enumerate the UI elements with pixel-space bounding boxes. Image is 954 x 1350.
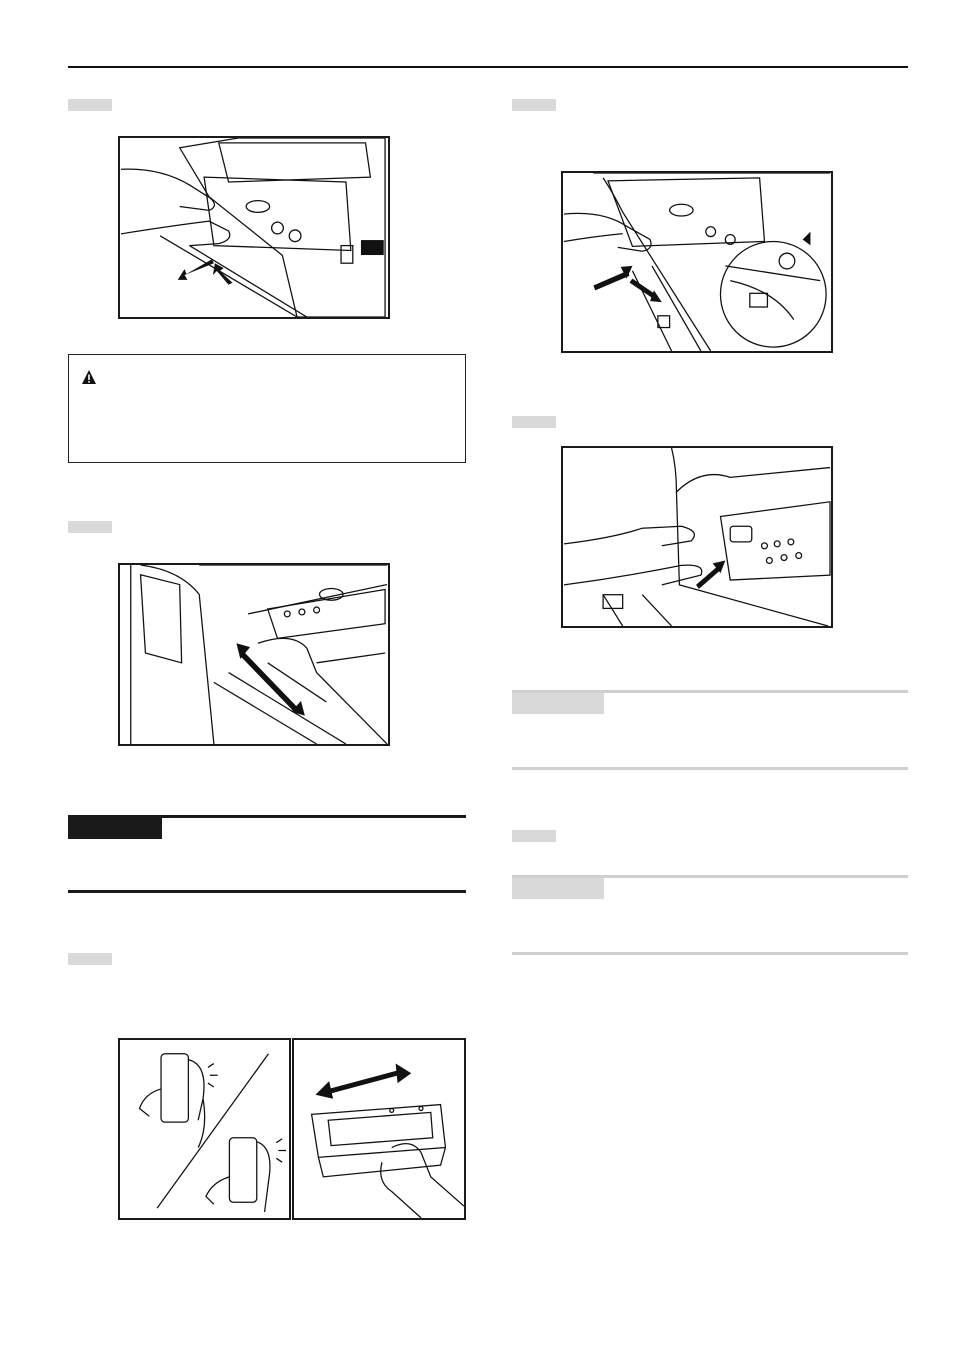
shake-illustration-2	[294, 1040, 464, 1218]
figure-close-front-cover	[561, 446, 833, 628]
step-marker-4	[512, 99, 556, 111]
note-label-1	[68, 818, 162, 839]
step-marker-5	[512, 416, 556, 428]
warning-triangle-icon	[81, 369, 97, 385]
step-marker-6	[512, 830, 556, 842]
header-rule	[68, 66, 908, 68]
figure-shake-cartridge-horizontal	[292, 1038, 466, 1220]
note-bottom-rule-3	[512, 952, 908, 955]
copier-illustration-3	[563, 173, 831, 351]
figure-clean-charger	[118, 563, 390, 746]
caution-box	[68, 354, 466, 463]
figure-shake-cartridge-vertical	[118, 1038, 291, 1220]
figure-install-toner-cartridge	[561, 171, 833, 353]
copier-illustration-2	[120, 565, 388, 744]
note-label-2	[512, 693, 604, 714]
note-bottom-rule-1	[68, 890, 466, 893]
step-marker-3	[68, 953, 112, 965]
note-label-3	[512, 878, 604, 899]
note-bottom-rule-2	[512, 767, 908, 770]
copier-illustration-4	[563, 448, 831, 626]
step-marker-1	[68, 99, 112, 111]
step-marker-2	[68, 521, 112, 533]
figure-remove-toner-cartridge	[118, 136, 390, 319]
copier-illustration-1	[120, 138, 388, 317]
shake-illustration-1	[120, 1040, 289, 1218]
